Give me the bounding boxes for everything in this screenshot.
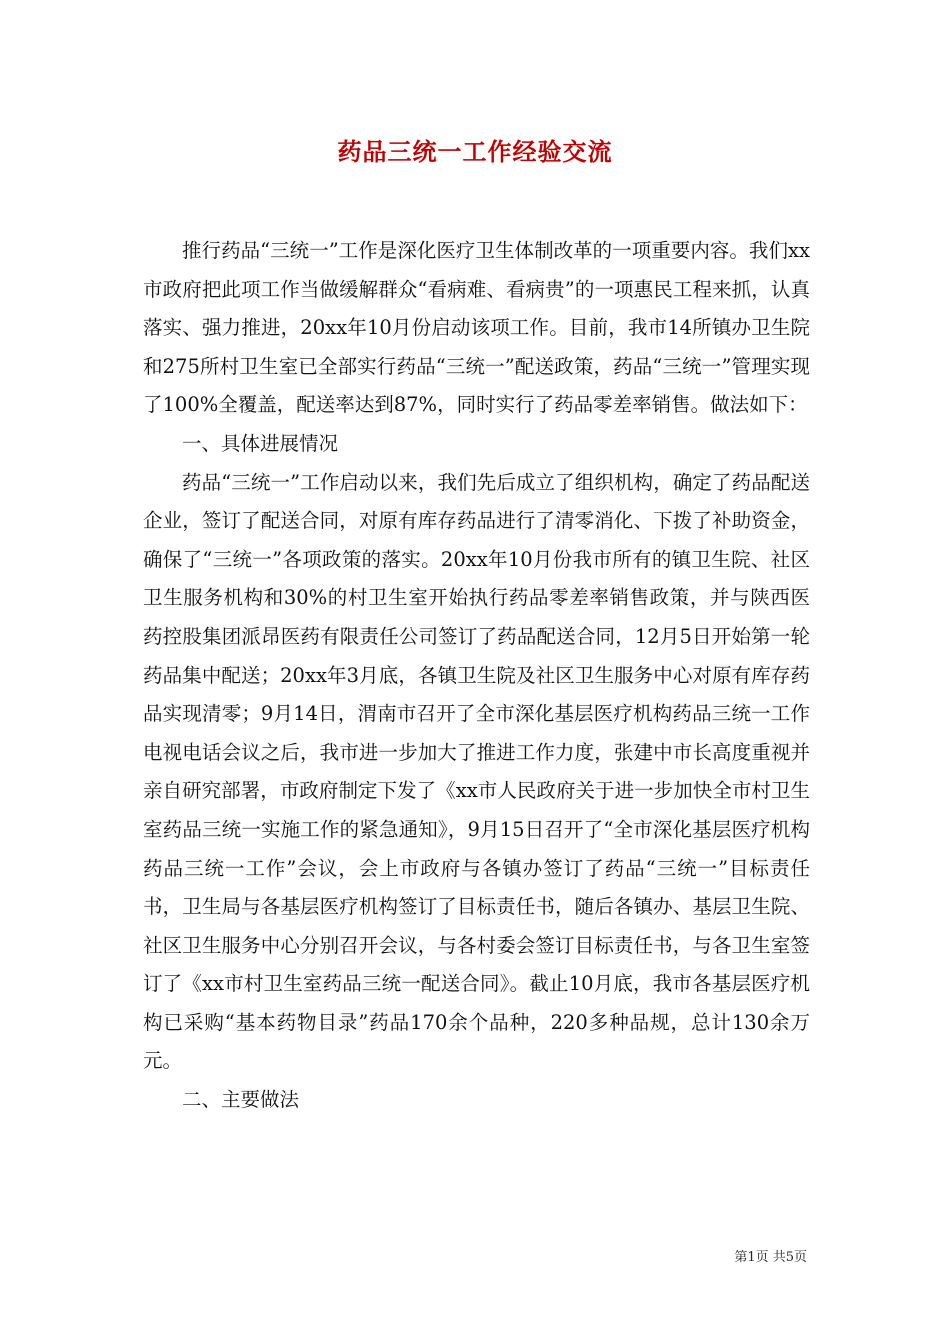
page-number: 第1页 共5页 bbox=[734, 1250, 807, 1265]
section-heading-1: 一、具体进展情况 bbox=[182, 431, 339, 455]
document-title: 药品三统一工作经验交流 bbox=[337, 137, 613, 166]
intro-paragraph: 推行药品“三统一”工作是深化医疗卫生体制改革的一项重要内容。我们xx市政府把此项工作当做缓解群众“看病难、看病贵”的一项惠民工程来抓，认真落实、强力推进，20xx年10月份启动该项工作。目前，我市14所镇办卫生院和275所村卫生室已全部实行药品“三统一”配送政策，药品“三统一”管理实现了100%全覆盖，配送率达到87%，同时实行了药品零差率销售。做法如下： bbox=[143, 239, 810, 417]
progress-paragraph: 药品“三统一”工作启动以来，我们先后成立了组织机构，确定了药品配送企业，签订了配送合同，对原有库存药品进行了清零消化、下拨了补助资金，确保了“三统一”各项政策的落实。20xx年10月份我市所有的镇卫生院、社区卫生服务机构和30%的村卫生室开始执行药品零差率销售政策，并与陕西医药控股集团派昂医药有限责任公司签订了药品配送合同，12月5日开始第一轮药品集中配送；20xx年3月底，各镇卫生院及社区卫生服务中心对原有库存药品实现清零；9月14日，渭南市召开了全市深化基层医疗机构药品三统一工作电视电话会议之后，我市进一步加大了推进工作力度，张建中市长高度重视并亲自研究部署，市政府制定下发了《xx市人民政府关于进一步加快全市村卫生室药品三统一实施工作的紧急通知》，9月15日召开了“全市深化基层医疗机构药品三统一工作”会议，会上市政府与各镇办签订了药品“三统一”目标责任书，卫生局与各基层医疗机构签订了目标责任书，随后各镇办、基层卫生院、社区卫生服务中心分别召开会议，与各村委会签订目标责任书，与各卫生室签订了《xx市村卫生室药品三统一配送合同》。截止10月底，我市各基层医疗机构已采购“基本药物目录”药品170余个品种，220多种品规，总计130余万元。 bbox=[143, 470, 810, 1073]
document-body bbox=[143, 232, 810, 1120]
section-heading-2: 二、主要做法 bbox=[182, 1088, 300, 1112]
